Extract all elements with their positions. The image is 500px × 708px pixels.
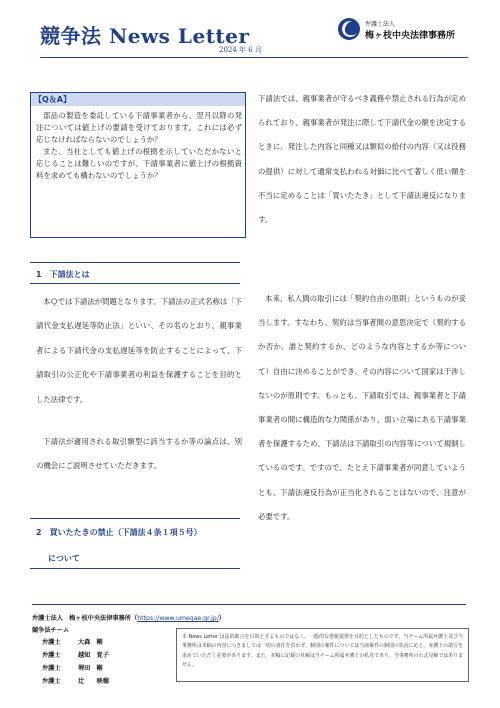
- section1-paragraph-1: 本Ｑでは下請法が問題となります。下請法の正式名称は「下請代金支払遅延等防止法」といい、その名のとおり、親事業者による下請代金の支払遅延等を防止することによって、下請取引の公正化や下請事業者の利益を保護することを目的とした法律です。: [36, 297, 242, 404]
- disclaimer-box: 本 News Letter は法的助言を目的とするものではなく、一般的な情報提供を目的としたものです。当チーム所属弁護士及び当事務所は本稿の内容につきましては一切の責任を負わず、個別の案件については当該案件の個別の状況に応じ、弁護士の助言を求めていただく必要があります。また、本稿に記載の見解は当チーム所属弁護士の私見であり、当事務所の公式見解ではありません。: [176, 628, 469, 682]
- issue-date: 2024 年 6 月: [219, 46, 262, 54]
- header-divider: [40, 57, 468, 58]
- section2-title: 2 買いたたきの禁止（下請法４条１項５号）: [36, 528, 202, 537]
- firm-name: 梅ヶ枝中央法律事務所: [365, 31, 456, 41]
- section1-rule-top: [30, 262, 240, 263]
- qa-heading: 【Q＆A】: [31, 93, 245, 106]
- qa-question-2: また、当社としても値上げの根拠を示していただかないと応じることは難しいのですが、下請事業者に値上げの根拠資料を求めても構わないのでしょうか？: [36, 147, 242, 181]
- right-paragraph-2: 本来、私人間の取引には「契約自由の原則」というものが妥当します。すなわち、契約は当事者間の意思決定で（契約するか否か、誰と契約するか、どのような内容とするか等について）自由に決めることができ、その内容について国家は干渉しないのが原則です。もっとも、下請取引では、親事業者と下請事業者の間に構造的な力関係があり、弱い立場にある下請事業者を保護するため、下請法は下請取引の内容等について規制しているのです。ですので、たとえ下請事業者が同意していようとも、下請法違反行為が正当化されることはないので、注意が必要です。: [258, 294, 466, 521]
- firm-website-link[interactable]: https://www.umegae.gr.jp/: [137, 615, 219, 622]
- firm-logo-icon: [338, 18, 360, 40]
- section2-rule-bottom: [30, 568, 240, 569]
- footer-divider: [32, 604, 466, 605]
- firm-type: 弁護士法人: [365, 21, 396, 28]
- section1-title: 1 下請法とは: [36, 270, 90, 279]
- newsletter-title: 競争法 News Letter: [40, 24, 250, 48]
- right-paragraph-1: 下請法では、親事業者が守るべき義務や禁止される行為が定められており、親事業者が発注に際して下請代金の額を決定するときに、発注した内容と同種又は類似の給付の内容（又は役務の提供）に対して通常支払われる対価に比べて著しく低い額を不当に定めることは「買いたたき」として下請法違反になります。: [258, 94, 466, 225]
- footer-firm-close: ）: [218, 615, 225, 622]
- team-member: 弁護士 堺田 剛: [42, 665, 103, 672]
- section2-rule-top: [30, 518, 240, 519]
- footer-firm: [32, 613, 225, 622]
- team-member: 弁護士 辻 映穂: [42, 678, 109, 685]
- team-member: 弁護士 越知 覚子: [42, 652, 109, 659]
- qa-question-1: 部品の製造を委託している下請事業者から、翌月以降の発注については値上げの要請を受けております。これには必ず応じなければならないのでしょうか？: [36, 111, 242, 145]
- section1-rule-bottom: [30, 283, 240, 284]
- qa-body: [36, 110, 242, 183]
- section1-paragraph-2: 下請法が適用される取引類型に該当するか等の論点は、別の機会にご説明させていただきます。: [36, 437, 242, 471]
- section2-title-cont: について: [48, 554, 80, 563]
- footer-firm-name: 弁護士法人 梅ヶ枝中央法律事務所（: [32, 615, 138, 622]
- team-member: 弁護士 大森 剛: [42, 639, 103, 646]
- team-title: 競争法チーム: [32, 627, 70, 634]
